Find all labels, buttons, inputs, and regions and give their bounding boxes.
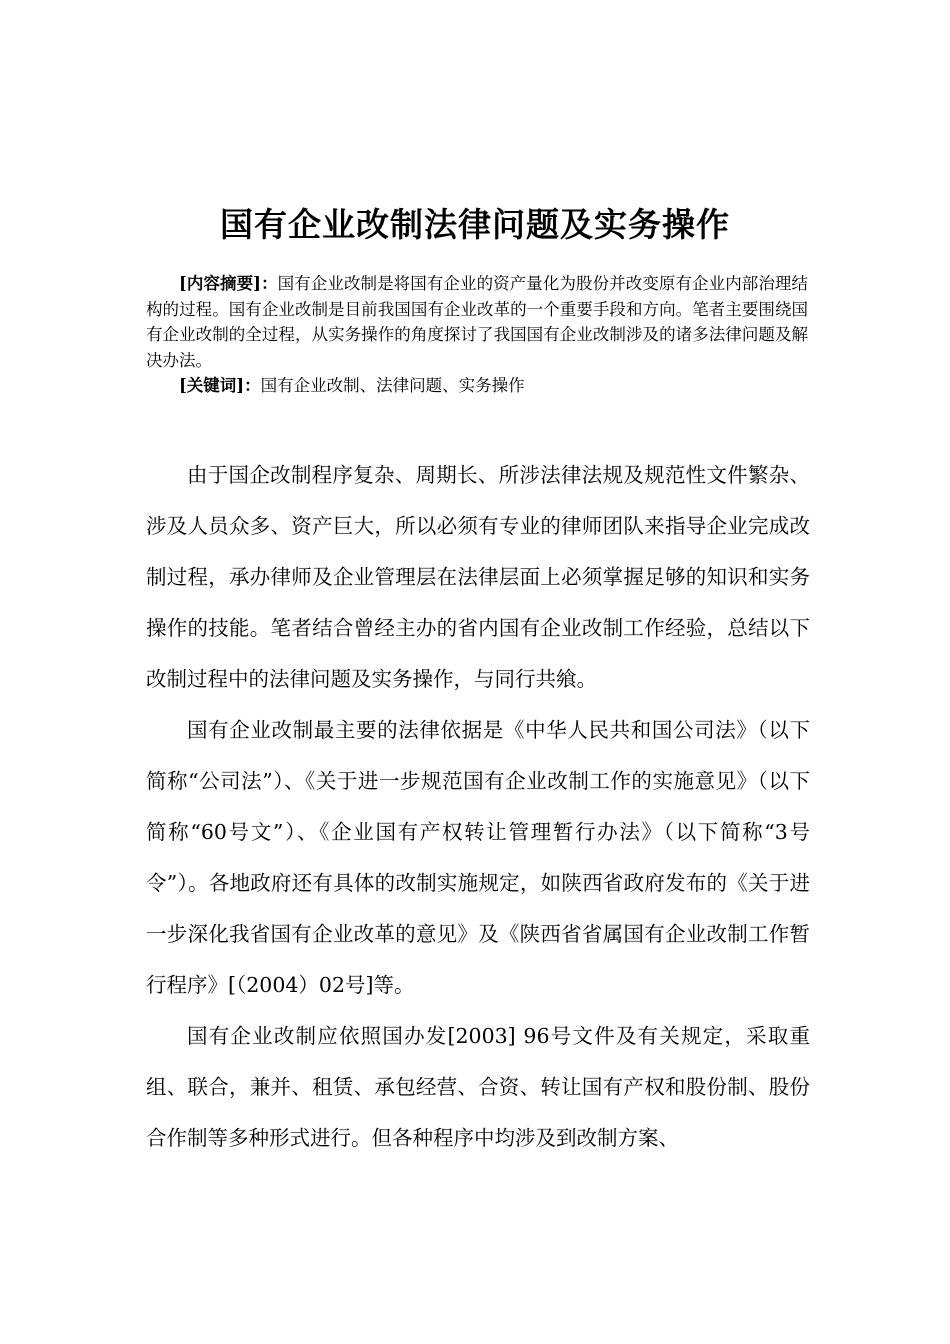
keywords-paragraph [146, 373, 808, 399]
keywords-text: 国有企业改制、法律问题、实务操作 [260, 376, 525, 395]
body-paragraph-1: 由于国企改制程序复杂、周期长、所涉法律法规及规范性文件繁杂、涉及人员众多、资产巨大，所以必须有专业的律师团队来指导企业完成改制过程，承办律师及企业管理层在法律层面上必须掌握足够的知识和实务操作的技能。笔者结合曾经主办的省内国有企业改制工作经验，总结以下改制过程中的法律问题及实务操作，与同行共飨。 [146, 463, 810, 691]
body-text [146, 450, 810, 1164]
abstract-paragraph [146, 271, 808, 373]
document-title: 国有企业改制法律问题及实务操作 [220, 205, 730, 245]
abstract-section [146, 271, 808, 399]
abstract-text: 国有企业改制是将国有企业的资产量化为股份并改变原有企业内部治理结构的过程。国有企业改制是目前我国国有企业改革的一个重要手段和方向。笔者主要围绕国有企业改制的全过程，从实务操作的角度探讨了我国国有企业改制涉及的诸多法律问题及解决办法。 [146, 274, 809, 370]
keywords-label: [关键词]： [179, 376, 261, 395]
body-paragraph-2: 国有企业改制最主要的法律依据是《中华人民共和国公司法》（以下简称“公司法”）、《关于进一步规范国有企业改制工作的实施意见》（以下简称“60号文”）、《企业国有产权转让管理暂行办法》（以下简称“3号令”）。各地政府还有具体的改制实施规定，如陕西省政府发布的《关于进一步深化我省国有企业改革的意见》及《陕西省省属国有企业改制工作暂行程序》[（2004）02号]等。 [146, 718, 810, 997]
body-paragraph-3: 国有企业改制应依照国办发[2003] 96号文件及有关规定，采取重组、联合，兼并、租赁、承包经营、合资、转让国有产权和股份制、股份合作制等多种形式进行。但各种程序中均涉及到改制方案、 [146, 1024, 810, 1150]
abstract-label: [内容摘要]： [179, 274, 278, 293]
